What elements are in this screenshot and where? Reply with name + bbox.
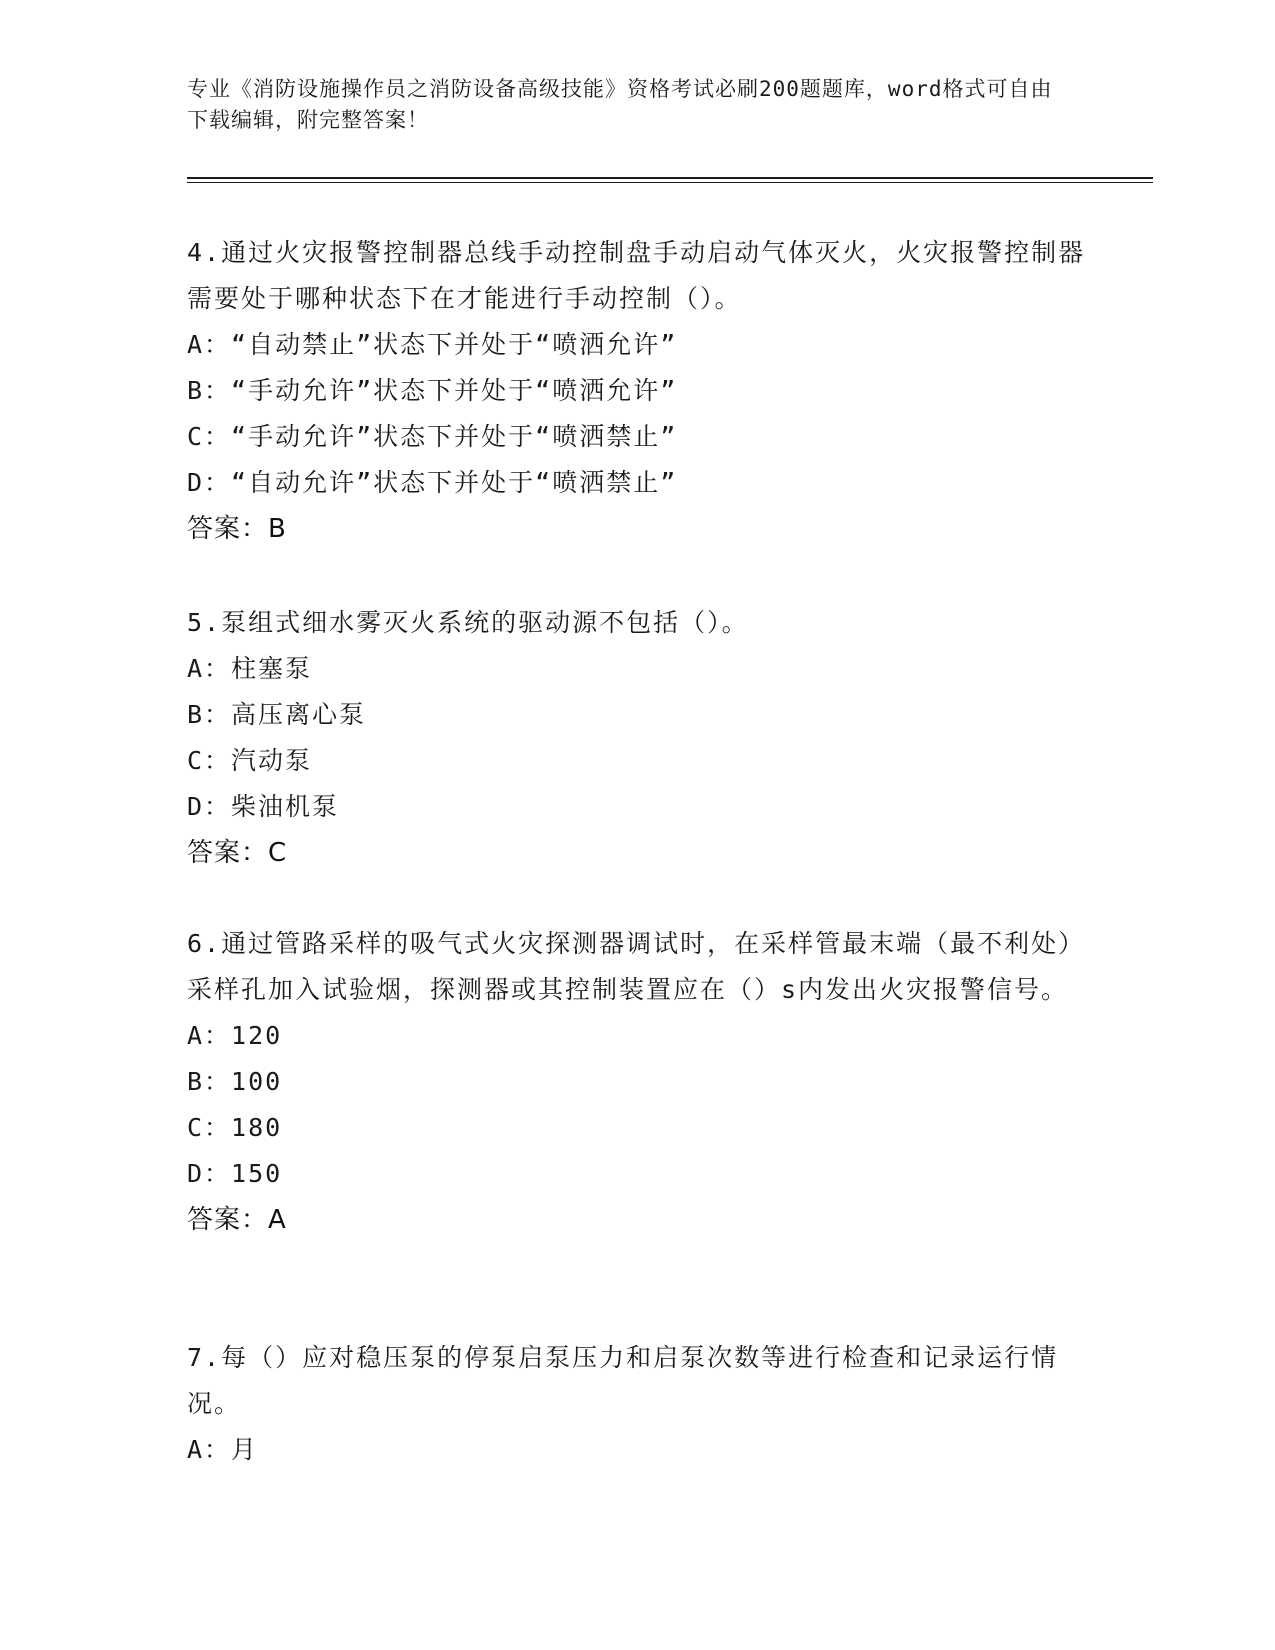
option-b: B：“手动允许”状态下并处于“喷洒允许” bbox=[187, 376, 678, 405]
option-d: D：柴油机泵 bbox=[187, 792, 340, 821]
question-text: 7.每（）应对稳压泵的停泵启泵压力和启泵次数等进行检查和记录运行情况。 bbox=[187, 1343, 1059, 1418]
document-header: 专业《消防设施操作员之消防设备高级技能》资格考试必刷200题题库，word格式可自由下载编辑，附完整答案！ bbox=[187, 77, 1053, 132]
option-d: D：150 bbox=[187, 1159, 283, 1188]
answer: 答案：A bbox=[187, 1205, 287, 1235]
option-c: C：180 bbox=[187, 1113, 283, 1142]
option-a: A：120 bbox=[187, 1021, 283, 1050]
question-6 bbox=[187, 921, 1087, 1243]
option-a: A：柱塞泵 bbox=[187, 654, 313, 683]
question-5 bbox=[187, 600, 1087, 876]
answer: 答案：B bbox=[187, 514, 287, 544]
question-text: 6.通过管路采样的吸气式火灾探测器调试时，在采样管最末端（最不利处）采样孔加入试验烟，探测器或其控制装置应在（）s内发出火灾报警信号。 bbox=[187, 929, 1086, 1004]
question-4 bbox=[187, 230, 1087, 552]
header-divider-thick bbox=[187, 177, 1153, 179]
option-a: A：“自动禁止”状态下并处于“喷洒允许” bbox=[187, 330, 678, 359]
option-d: D：“自动允许”状态下并处于“喷洒禁止” bbox=[187, 468, 678, 497]
option-b: B：100 bbox=[187, 1067, 283, 1096]
question-text: 5.泵组式细水雾灭火系统的驱动源不包括（）。 bbox=[187, 608, 749, 637]
option-a: A：月 bbox=[187, 1435, 259, 1464]
answer: 答案：C bbox=[187, 838, 288, 868]
option-c: C：“手动允许”状态下并处于“喷洒禁止” bbox=[187, 422, 678, 451]
option-b: B：高压离心泵 bbox=[187, 700, 367, 729]
header-divider-thin bbox=[187, 182, 1153, 183]
option-c: C：汽动泵 bbox=[187, 746, 313, 775]
question-7 bbox=[187, 1335, 1087, 1473]
question-text: 4.通过火灾报警控制器总线手动控制盘手动启动气体灭火，火灾报警控制器需要处于哪种状态下在才能进行手动控制（）。 bbox=[187, 238, 1086, 313]
